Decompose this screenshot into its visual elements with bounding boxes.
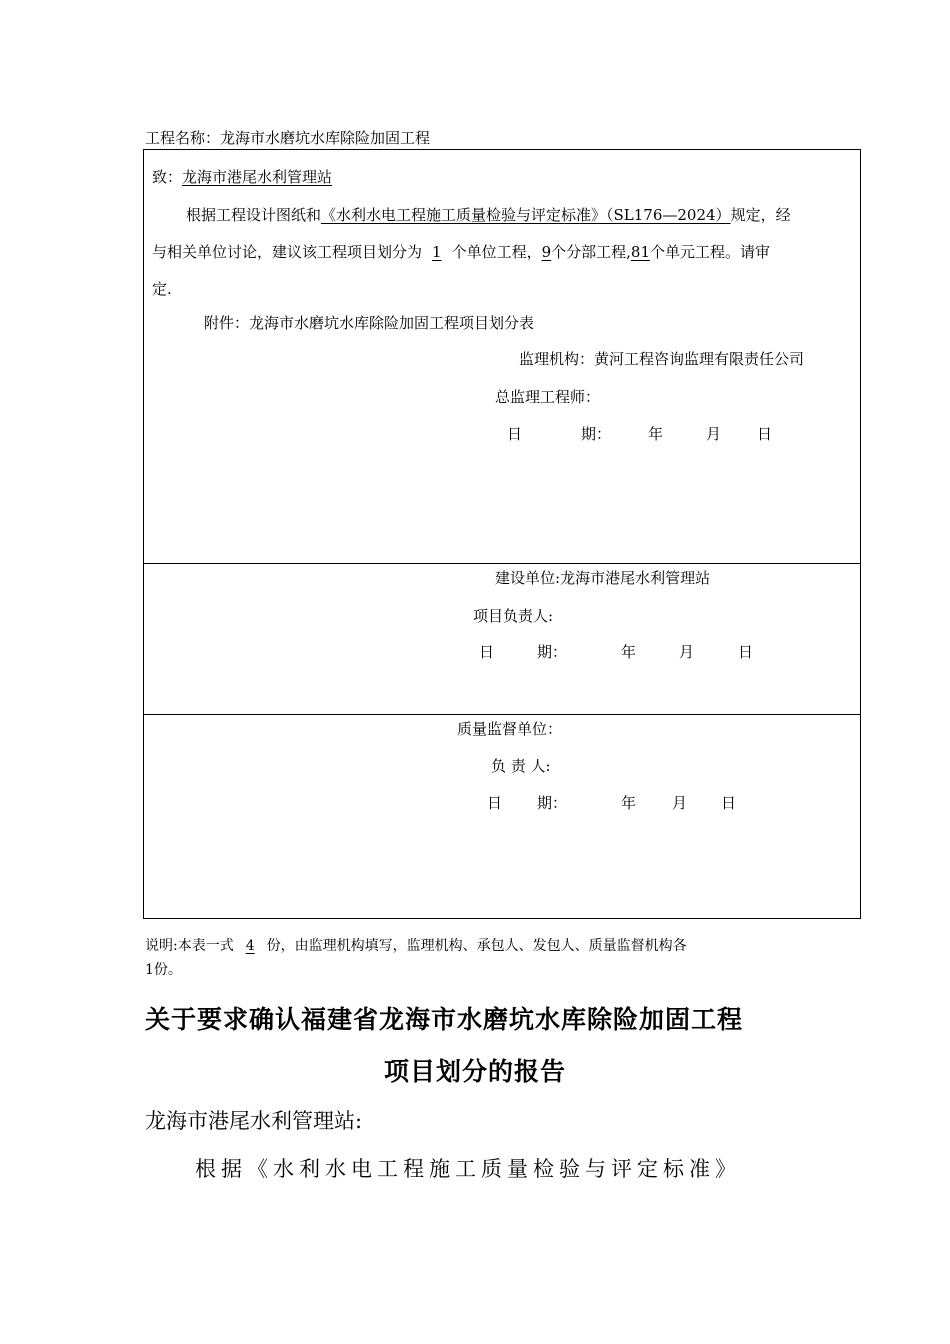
month-2: 月 [679, 643, 695, 661]
chief-engineer-label: 总监理工程师： [495, 388, 601, 406]
date-ri-3: 日 [487, 794, 503, 812]
year-1: 年 [648, 425, 664, 443]
supervision-org-line [519, 348, 804, 369]
standard-reference: 《水利水电工程施工质量检验与评定标准》（SL176—2024） [321, 206, 731, 224]
note-line-2: 1份。 [145, 962, 182, 978]
date-qi-1: 期： [581, 425, 612, 443]
report-title-line-2: 项目划分的报告 [383, 1057, 566, 1086]
body-text-e: 个分部工程, [551, 243, 631, 261]
note-text-a: 说明:本表一式 [145, 938, 234, 954]
element-count: 81 [630, 243, 650, 261]
owner-value: 龙海市港尾水利管理站 [560, 569, 711, 587]
body-text-c: 与相关单位讨论，建议该工程项目划分为 [152, 243, 423, 261]
owner-label: 建设单位: [495, 569, 561, 587]
day-2: 日 [738, 643, 754, 661]
date-qi-2: 期： [537, 643, 568, 661]
year-3: 年 [621, 794, 637, 812]
day-1: 日 [757, 425, 773, 443]
owner-line [495, 567, 710, 588]
body-text-d: 个单位工程， [451, 243, 542, 261]
unit-count: 1 [432, 243, 442, 261]
note-text-b: 份，由监理机构填写，监理机构、承包人、发包人、质量监督机构各 [266, 938, 687, 954]
month-3: 月 [672, 794, 688, 812]
date-ri-2: 日 [479, 643, 495, 661]
part-count: 9 [541, 243, 552, 261]
attachment-line: 附件：龙海市水磨坑水库除险加固工程项目划分表 [204, 314, 535, 332]
body-text-a: 根据工程设计图纸和 [186, 206, 322, 224]
year-2: 年 [621, 643, 637, 661]
note-line-1 [145, 935, 687, 955]
body-text-f: 个单元工程。请审 [650, 243, 771, 261]
date-qi-3: 期： [537, 794, 568, 812]
org-value: 黄河工程咨询监理有限责任公司 [594, 350, 805, 368]
day-3: 日 [721, 794, 737, 812]
body-line-2 [152, 241, 770, 262]
org-label: 监理机构： [519, 350, 595, 368]
month-1: 月 [706, 425, 722, 443]
report-body-line-1: 根据《水利水电工程施工质量检验与评定标准》 [195, 1157, 741, 1181]
project-name-label: 工程名称： [145, 129, 221, 147]
quality-section [143, 714, 861, 919]
quality-unit-label: 质量监督单位： [457, 720, 563, 738]
project-name-value: 龙海市水磨坑水库除险加固工程 [220, 129, 431, 147]
report-title-line-1: 关于要求确认福建省龙海市水磨坑水库除险加固工程 [145, 1005, 744, 1034]
addressee-line [152, 166, 332, 187]
to-label: 致： [152, 168, 183, 186]
project-name-line [145, 127, 430, 148]
body-text-b: 规定，经 [730, 206, 791, 224]
to-value: 龙海市港尾水利管理站 [182, 168, 333, 186]
responsible-person-label: 负 责 人: [491, 757, 551, 775]
body-line-1 [186, 204, 791, 225]
report-addressee: 龙海市港尾水利管理站: [145, 1109, 363, 1133]
body-line-3: 定. [152, 280, 172, 298]
date-ri-1: 日 [507, 425, 523, 443]
copies-count: 4 [245, 938, 255, 954]
project-manager-label: 项目负责人: [473, 607, 554, 625]
